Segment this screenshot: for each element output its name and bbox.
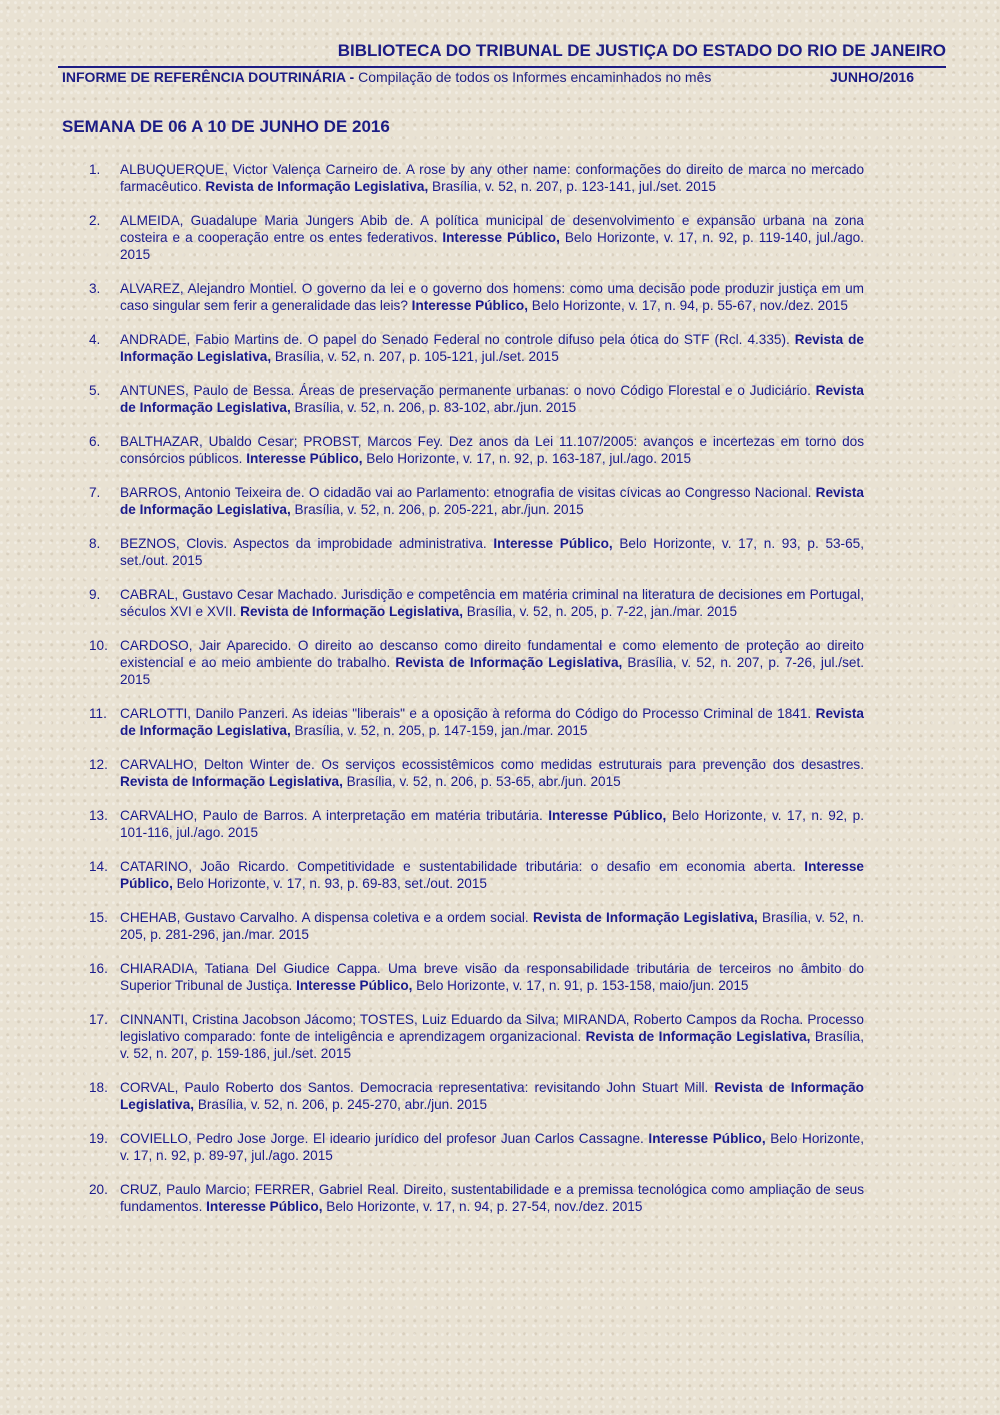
reference-journal: Interesse Público, — [246, 451, 363, 466]
reference-details: Brasília, v. 52, n. 206, p. 83-102, abr./jun. 2015 — [290, 400, 577, 415]
reference-details: Brasília, v. 52, n. 206, p. 53-65, abr./jun. 2015 — [342, 774, 621, 789]
reference-number: 4. — [89, 332, 101, 347]
reference-number: 11. — [89, 706, 107, 721]
reference-journal: Revista de Informação Legislativa, — [120, 332, 864, 364]
reference-item — [89, 331, 864, 365]
reference-item — [89, 212, 865, 263]
header-title: BIBLIOTECA DO TRIBUNAL DE JUSTIÇA DO ESTADO DO RIO DE JANEIRO — [337, 41, 946, 60]
reference-number: 18. — [89, 1080, 108, 1095]
reference-number: 1. — [89, 162, 101, 177]
reference-list — [89, 161, 865, 1232]
reference-text: CARDOSO, Jair Aparecido. O direito ao descanso como direito fundamental e como elemento de proteção ao direito existencial e ao meio ambiente do trabalho. — [120, 638, 864, 670]
reference-journal: Revista de Informação Legislativa, — [240, 604, 464, 619]
reference-text: CARVALHO, Delton Winter de. Os serviços ecossistêmicos como medidas estruturais para prevenção dos desastres. — [120, 757, 864, 772]
reference-number: 9. — [89, 587, 101, 602]
reference-item — [89, 161, 864, 195]
reference-number: 19. — [89, 1131, 108, 1146]
reference-journal: Interesse Público, — [206, 1199, 323, 1214]
reference-details: Belo Horizonte, v. 17, n. 92, p. 89-97, jul./ago. 2015 — [120, 1131, 865, 1163]
reference-number: 15. — [89, 910, 108, 925]
reference-details: Belo Horizonte, v. 17, n. 91, p. 153-158, maio/jun. 2015 — [412, 978, 749, 993]
reference-text: ALVAREZ, Alejandro Montiel. O governo da lei e o governo dos homens: como uma decisão pode produzir justiça em um caso singular sem ferir a generalidade das leis? — [120, 281, 864, 313]
reference-item — [89, 535, 864, 569]
reference-details: Belo Horizonte, v. 17, n. 93, p. 53-65, set./out. 2015 — [120, 536, 864, 568]
reference-details: Brasília, v. 52, n. 206, p. 245-270, abr./jun. 2015 — [194, 1097, 488, 1112]
reference-number: 16. — [89, 961, 108, 976]
reference-item — [89, 280, 864, 314]
reference-number: 8. — [89, 536, 101, 551]
reference-journal: Revista de Informação Legislativa, — [120, 383, 864, 415]
reference-details: Brasília, v. 52, n. 207, p. 123-141, jul./set. 2015 — [428, 179, 716, 194]
reference-journal: Revista de Informação Legislativa, — [120, 774, 343, 789]
reference-journal: Revista de Informação Legislativa, — [120, 485, 864, 517]
reference-number: 5. — [89, 383, 101, 398]
reference-item — [89, 909, 864, 943]
reference-item — [89, 433, 864, 467]
reference-number: 10. — [89, 638, 108, 653]
reference-item — [89, 1181, 864, 1215]
reference-item — [89, 382, 864, 416]
reference-text: CRUZ, Paulo Marcio; FERRER, Gabriel Real. Direito, sustentabilidade e a premissa tecnológica como ampliação de seus fundamentos. — [120, 1182, 864, 1214]
reference-journal: Revista de Informação Legislativa, — [585, 1029, 811, 1044]
reference-details: Brasília, v. 52, n. 207, p. 105-121, jul./set. 2015 — [271, 349, 559, 364]
reference-journal: Interesse Público, — [548, 808, 667, 823]
reference-details: Brasília, v. 52, n. 207, p. 7-26, jul./set. 2015 — [120, 655, 864, 687]
reference-number: 14. — [89, 859, 108, 874]
reference-text: CABRAL, Gustavo Cesar Machado. Jurisdição e competência em matéria criminal na literatura de decisiones em Portugal, séculos XVI e XVII. — [120, 587, 864, 619]
reference-journal: Revista de Informação Legislativa, — [120, 706, 864, 738]
reference-text: BARROS, Antonio Teixeira de. O cidadão vai ao Parlamento: etnografia de visitas cívicas ao Congresso Nacional. — [120, 485, 816, 500]
reference-number: 12. — [89, 757, 108, 772]
reference-text: CHEHAB, Gustavo Carvalho. A dispensa coletiva e a ordem social. — [120, 910, 534, 925]
reference-text: CHIARADIA, Tatiana Del Giudice Cappa. Uma breve visão da responsabilidade tributária de terceiros no âmbito do Superior Tribunal de Justiça. — [120, 961, 864, 993]
reference-item — [89, 637, 864, 688]
reference-item — [89, 807, 864, 841]
reference-journal: Revista de Informação Legislativa, — [533, 910, 758, 925]
reference-details: Brasília, v. 52, n. 205, p. 147-159, jan./mar. 2015 — [290, 723, 588, 738]
reference-number: 3. — [89, 281, 101, 296]
reference-number: 6. — [89, 434, 101, 449]
reference-details: Brasília, v. 52, n. 205, p. 281-296, jan./mar. 2015 — [120, 910, 864, 942]
section-title: SEMANA DE 06 A 10 DE JUNHO DE 2016 — [62, 117, 390, 136]
reference-journal: Revista de Informação Legislativa, — [395, 655, 623, 670]
reference-journal: Interesse Público, — [296, 978, 413, 993]
reference-number: 13. — [89, 808, 108, 823]
reference-journal: Revista de Informação Legislativa, — [205, 179, 429, 194]
reference-details: Brasília, v. 52, n. 206, p. 205-221, abr./jun. 2015 — [290, 502, 584, 517]
reference-journal: Interesse Público, — [442, 230, 560, 245]
subheader-period: JUNHO/2016 — [829, 69, 914, 85]
reference-number: 7. — [89, 485, 101, 500]
reference-details: Belo Horizonte, v. 17, n. 94, p. 55-67, nov./dez. 2015 — [528, 298, 848, 313]
reference-details: Belo Horizonte, v. 17, n. 93, p. 69-83, set./out. 2015 — [172, 876, 487, 891]
reference-number: 17. — [89, 1012, 108, 1027]
reference-details: Belo Horizonte, v. 17, n. 92, p. 101-116, jul./ago. 2015 — [120, 808, 864, 840]
reference-text: CORVAL, Paulo Roberto dos Santos. Democracia representativa: revisitando John Stuart Mill. — [120, 1080, 715, 1095]
reference-item — [89, 1011, 864, 1062]
reference-text: BALTHAZAR, Ubaldo Cesar; PROBST, Marcos Fey. Dez anos da Lei 11.107/2005: avanços e incertezas em torno dos consórcios públicos. — [120, 434, 864, 466]
reference-text: ALBUQUERQUE, Victor Valença Carneiro de. A rose by any other name: conformações do direito de marca no mercado farmacêutico. — [120, 162, 864, 194]
reference-number: 20. — [89, 1182, 108, 1197]
reference-item — [89, 858, 864, 892]
reference-details: Belo Horizonte, v. 17, n. 92, p. 163-187, jul./ago. 2015 — [362, 451, 692, 466]
reference-text: ANTUNES, Paulo de Bessa. Áreas de preservação permanente urbanas: o novo Código Florestal e o Judiciário. — [120, 383, 816, 398]
header-divider — [58, 66, 946, 68]
reference-number: 2. — [89, 213, 101, 228]
reference-item — [89, 960, 864, 994]
reference-journal: Interesse Público, — [493, 536, 613, 551]
reference-journal: Revista de Informação Legislativa, — [120, 1080, 864, 1112]
reference-journal: Interesse Público, — [411, 298, 529, 313]
reference-text: CATARINO, João Ricardo. Competitividade e sustentabilidade tributária: o desafio em economia aberta. — [120, 859, 805, 874]
reference-details: Belo Horizonte, v. 17, n. 94, p. 27-54, nov./dez. 2015 — [322, 1199, 643, 1214]
subheader-label: INFORME DE REFERÊNCIA DOUTRINÁRIA - — [62, 69, 359, 85]
reference-item — [89, 756, 864, 790]
reference-details: Brasília, v. 52, n. 207, p. 159-186, jul./set. 2015 — [120, 1029, 864, 1061]
reference-text: ALMEIDA, Guadalupe Maria Jungers Abib de. A política municipal de desenvolvimento e expansão urbana na zona costeira e a cooperação entre os entes federativos. — [120, 213, 864, 245]
reference-item — [89, 586, 864, 620]
reference-details: Brasília, v. 52, n. 205, p. 7-22, jan./mar. 2015 — [463, 604, 738, 619]
reference-item — [89, 484, 864, 518]
reference-item — [89, 705, 864, 739]
reference-journal: Interesse Público, — [648, 1131, 766, 1146]
subheader — [62, 69, 914, 85]
reference-text: CINNANTI, Cristina Jacobson Jácomo; TOSTES, Luiz Eduardo da Silva; MIRANDA, Roberto Campos da Rocha. Processo legislativo comparado: fonte de inteligência e aprendizagem organizacional. — [120, 1012, 864, 1044]
reference-journal: Interesse Público, — [120, 859, 864, 891]
subheader-description: Compilação de todos os Informes encaminhados no mês — [358, 69, 712, 85]
reference-item — [89, 1079, 864, 1113]
reference-text: CARLOTTI, Danilo Panzeri. As ideias "liberais" e a oposição à reforma do Código do Processo Criminal de 1841. — [120, 706, 816, 721]
reference-text: COVIELLO, Pedro Jose Jorge. El ideario jurídico del profesor Juan Carlos Cassagne. — [120, 1131, 649, 1146]
reference-details: Belo Horizonte, v. 17, n. 92, p. 119-140, jul./ago. 2015 — [120, 230, 865, 262]
reference-text: ANDRADE, Fabio Martins de. O papel do Senado Federal no controle difuso pela ótica do STF (Rcl. 4.335). — [120, 332, 795, 347]
reference-text: CARVALHO, Paulo de Barros. A interpretação em matéria tributária. — [120, 808, 549, 823]
reference-text: BEZNOS, Clovis. Aspectos da improbidade administrativa. — [120, 536, 494, 551]
reference-item — [89, 1130, 865, 1164]
